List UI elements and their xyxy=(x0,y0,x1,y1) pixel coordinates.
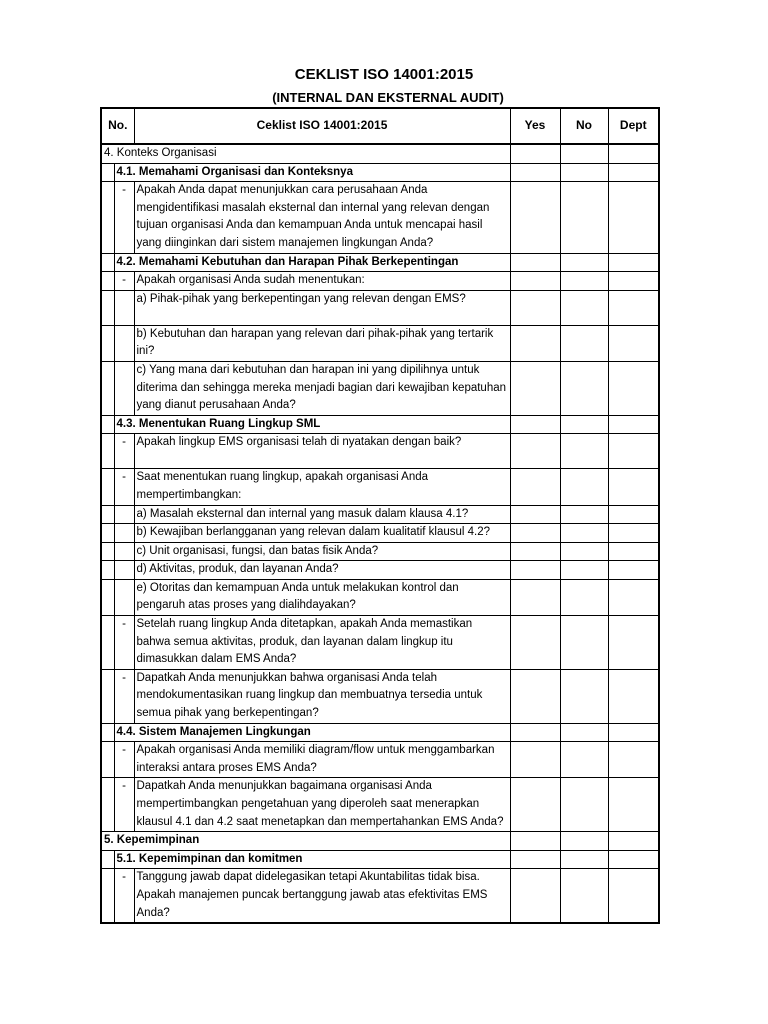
no-cell[interactable] xyxy=(560,742,608,778)
no-cell[interactable] xyxy=(560,524,608,543)
question-row xyxy=(101,869,659,923)
question-row xyxy=(101,182,659,253)
question-text: Saat menentukan ruang lingkup, apakah organisasi Anda mempertimbangkan: xyxy=(134,469,510,505)
yes-cell[interactable] xyxy=(510,669,560,723)
dash-marker: - xyxy=(114,469,134,505)
question-text: Apakah organisasi Anda sudah menentukan: xyxy=(134,272,510,291)
yes-cell[interactable] xyxy=(510,778,560,832)
dept-cell[interactable] xyxy=(608,778,659,832)
dash-marker: - xyxy=(114,272,134,291)
no-cell[interactable] xyxy=(560,469,608,505)
yes-cell[interactable] xyxy=(510,579,560,615)
dept-cell[interactable] xyxy=(608,290,659,325)
document-subtitle: (INTERNAL DAN EKSTERNAL AUDIT) xyxy=(272,90,504,105)
dash-marker: - xyxy=(114,434,134,469)
section-row xyxy=(101,144,659,163)
yes-cell[interactable] xyxy=(510,361,560,415)
no-cell[interactable] xyxy=(560,253,608,272)
dash-marker: - xyxy=(114,669,134,723)
dept-cell[interactable] xyxy=(608,415,659,434)
dept-cell[interactable] xyxy=(608,869,659,923)
yes-cell[interactable] xyxy=(510,163,560,182)
no-cell[interactable] xyxy=(560,616,608,670)
yes-cell[interactable] xyxy=(510,290,560,325)
section-label: 4. Konteks Organisasi xyxy=(101,144,510,163)
question-text: c) Unit organisasi, fungsi, dan batas fisik Anda? xyxy=(134,542,510,561)
question-text: Setelah ruang lingkup Anda ditetapkan, apakah Anda memastikan bahwa semua aktivitas, produk, dan layanan dalam lingkup itu dimasukkan dalam EMS Anda? xyxy=(134,616,510,670)
header-dept: Dept xyxy=(608,108,659,144)
question-row xyxy=(101,361,659,415)
yes-cell[interactable] xyxy=(510,616,560,670)
subsection-row xyxy=(101,415,659,434)
yes-cell[interactable] xyxy=(510,144,560,163)
question-text: Tanggung jawab dapat didelegasikan tetapi Akuntabilitas tidak bisa. Apakah manajemen puncak bertanggung jawab atas efektivitas EMS Anda? xyxy=(134,869,510,923)
question-row xyxy=(101,579,659,615)
yes-cell[interactable] xyxy=(510,561,560,580)
checklist-table xyxy=(100,107,660,924)
header-checklist: Ceklist ISO 14001:2015 xyxy=(134,108,510,144)
dept-cell[interactable] xyxy=(608,505,659,524)
subsection-label: 4.3. Menentukan Ruang Lingkup SML xyxy=(114,415,510,434)
no-cell[interactable] xyxy=(560,561,608,580)
dept-cell[interactable] xyxy=(608,272,659,291)
no-cell[interactable] xyxy=(560,163,608,182)
question-text: Dapatkah Anda menunjukkan bahwa organisasi Anda telah mendokumentasikan ruang lingkup dan membuatnya tersedia untuk semua pihak yang berkepentingan? xyxy=(134,669,510,723)
dash-marker: - xyxy=(114,778,134,832)
no-cell[interactable] xyxy=(560,505,608,524)
question-row xyxy=(101,469,659,505)
no-cell[interactable] xyxy=(560,723,608,742)
question-row xyxy=(101,561,659,580)
no-cell[interactable] xyxy=(560,832,608,851)
dept-cell[interactable] xyxy=(608,832,659,851)
table-header-row xyxy=(101,108,659,144)
no-cell[interactable] xyxy=(560,272,608,291)
no-cell[interactable] xyxy=(560,361,608,415)
subsection-label: 4.2. Memahami Kebutuhan dan Harapan Pihak Berkepentingan xyxy=(114,253,510,272)
question-row xyxy=(101,434,659,469)
question-text: d) Aktivitas, produk, dan layanan Anda? xyxy=(134,561,510,580)
no-cell[interactable] xyxy=(560,144,608,163)
yes-cell[interactable] xyxy=(510,272,560,291)
no-cell[interactable] xyxy=(560,778,608,832)
dept-cell[interactable] xyxy=(608,163,659,182)
question-row xyxy=(101,505,659,524)
dash-marker: - xyxy=(114,182,134,253)
dept-cell[interactable] xyxy=(608,253,659,272)
yes-cell[interactable] xyxy=(510,832,560,851)
header-no-column: No xyxy=(560,108,608,144)
yes-cell[interactable] xyxy=(510,325,560,361)
subsection-row xyxy=(101,850,659,869)
subsection-row xyxy=(101,723,659,742)
subsection-label: 4.1. Memahami Organisasi dan Konteksnya xyxy=(114,163,510,182)
no-cell[interactable] xyxy=(560,542,608,561)
section-label: 5. Kepemimpinan xyxy=(101,832,510,851)
question-row xyxy=(101,272,659,291)
section-row xyxy=(101,832,659,851)
question-text: e) Otoritas dan kemampuan Anda untuk melakukan kontrol dan pengaruh atas proses yang dialihdayakan? xyxy=(134,579,510,615)
dept-cell[interactable] xyxy=(608,325,659,361)
yes-cell[interactable] xyxy=(510,182,560,253)
yes-cell[interactable] xyxy=(510,253,560,272)
header-no: No. xyxy=(101,108,134,144)
no-cell[interactable] xyxy=(560,415,608,434)
dept-cell[interactable] xyxy=(608,723,659,742)
question-row xyxy=(101,742,659,778)
yes-cell[interactable] xyxy=(510,469,560,505)
subsection-row xyxy=(101,163,659,182)
yes-cell[interactable] xyxy=(510,869,560,923)
yes-cell[interactable] xyxy=(510,415,560,434)
question-row xyxy=(101,616,659,670)
question-text: b) Kewajiban berlangganan yang relevan dalam kualitatif klausul 4.2? xyxy=(134,524,510,543)
subsection-row xyxy=(101,253,659,272)
yes-cell[interactable] xyxy=(510,742,560,778)
yes-cell[interactable] xyxy=(510,850,560,869)
no-cell[interactable] xyxy=(560,325,608,361)
question-row xyxy=(101,542,659,561)
question-text: a) Masalah eksternal dan internal yang masuk dalam klausa 4.1? xyxy=(134,505,510,524)
question-row xyxy=(101,778,659,832)
no-cell[interactable] xyxy=(560,579,608,615)
no-cell[interactable] xyxy=(560,434,608,469)
yes-cell[interactable] xyxy=(510,524,560,543)
dash-marker: - xyxy=(114,742,134,778)
dash-marker: - xyxy=(114,616,134,670)
no-cell[interactable] xyxy=(560,182,608,253)
dept-cell[interactable] xyxy=(608,561,659,580)
dept-cell[interactable] xyxy=(608,669,659,723)
yes-cell[interactable] xyxy=(510,542,560,561)
question-text: b) Kebutuhan dan harapan yang relevan dari pihak-pihak yang tertarik ini? xyxy=(134,325,510,361)
question-row xyxy=(101,290,659,325)
dept-cell[interactable] xyxy=(608,144,659,163)
question-text: a) Pihak-pihak yang berkepentingan yang relevan dengan EMS? xyxy=(134,290,510,325)
no-cell[interactable] xyxy=(560,290,608,325)
yes-cell[interactable] xyxy=(510,723,560,742)
dept-cell[interactable] xyxy=(608,469,659,505)
subsection-label: 4.4. Sistem Manajemen Lingkungan xyxy=(114,723,510,742)
dept-cell[interactable] xyxy=(608,434,659,469)
no-cell[interactable] xyxy=(560,850,608,869)
question-text: Apakah organisasi Anda memiliki diagram/flow untuk menggambarkan interaksi antara proses EMS Anda? xyxy=(134,742,510,778)
question-row xyxy=(101,325,659,361)
question-text: Dapatkah Anda menunjukkan bagaimana organisasi Anda mempertimbangkan pengetahuan yang diperoleh saat menerapkan klausul 4.1 dan 4.2 saat menetapkan dan mempertahankan EMS Anda? xyxy=(134,778,510,832)
dept-cell[interactable] xyxy=(608,361,659,415)
yes-cell[interactable] xyxy=(510,505,560,524)
subsection-label: 5.1. Kepemimpinan dan komitmen xyxy=(114,850,510,869)
no-cell[interactable] xyxy=(560,869,608,923)
header-yes: Yes xyxy=(510,108,560,144)
question-text: c) Yang mana dari kebutuhan dan harapan ini yang dipilihnya untuk diterima dan sehingga mereka menjadi bagian dari kewajiban kepatuhan yang dianut perusahaan Anda? xyxy=(134,361,510,415)
question-text: Apakah lingkup EMS organisasi telah di nyatakan dengan baik? xyxy=(134,434,510,469)
dept-cell[interactable] xyxy=(608,542,659,561)
dept-cell[interactable] xyxy=(608,850,659,869)
dept-cell[interactable] xyxy=(608,579,659,615)
question-row xyxy=(101,669,659,723)
dept-cell[interactable] xyxy=(608,616,659,670)
dept-cell[interactable] xyxy=(608,182,659,253)
dash-marker: - xyxy=(114,869,134,923)
yes-cell[interactable] xyxy=(510,434,560,469)
question-row xyxy=(101,524,659,543)
dept-cell[interactable] xyxy=(608,524,659,543)
no-cell[interactable] xyxy=(560,669,608,723)
dept-cell[interactable] xyxy=(608,742,659,778)
question-text: Apakah Anda dapat menunjukkan cara perusahaan Anda mengidentifikasi masalah eksternal dan internal yang relevan dengan tujuan organisasi Anda dan kemampuan Anda untuk mencapai hasil yang diinginkan dari sistem manajemen lingkungan Anda? xyxy=(134,182,510,253)
document-title: CEKLIST ISO 14001:2015 xyxy=(294,66,474,83)
